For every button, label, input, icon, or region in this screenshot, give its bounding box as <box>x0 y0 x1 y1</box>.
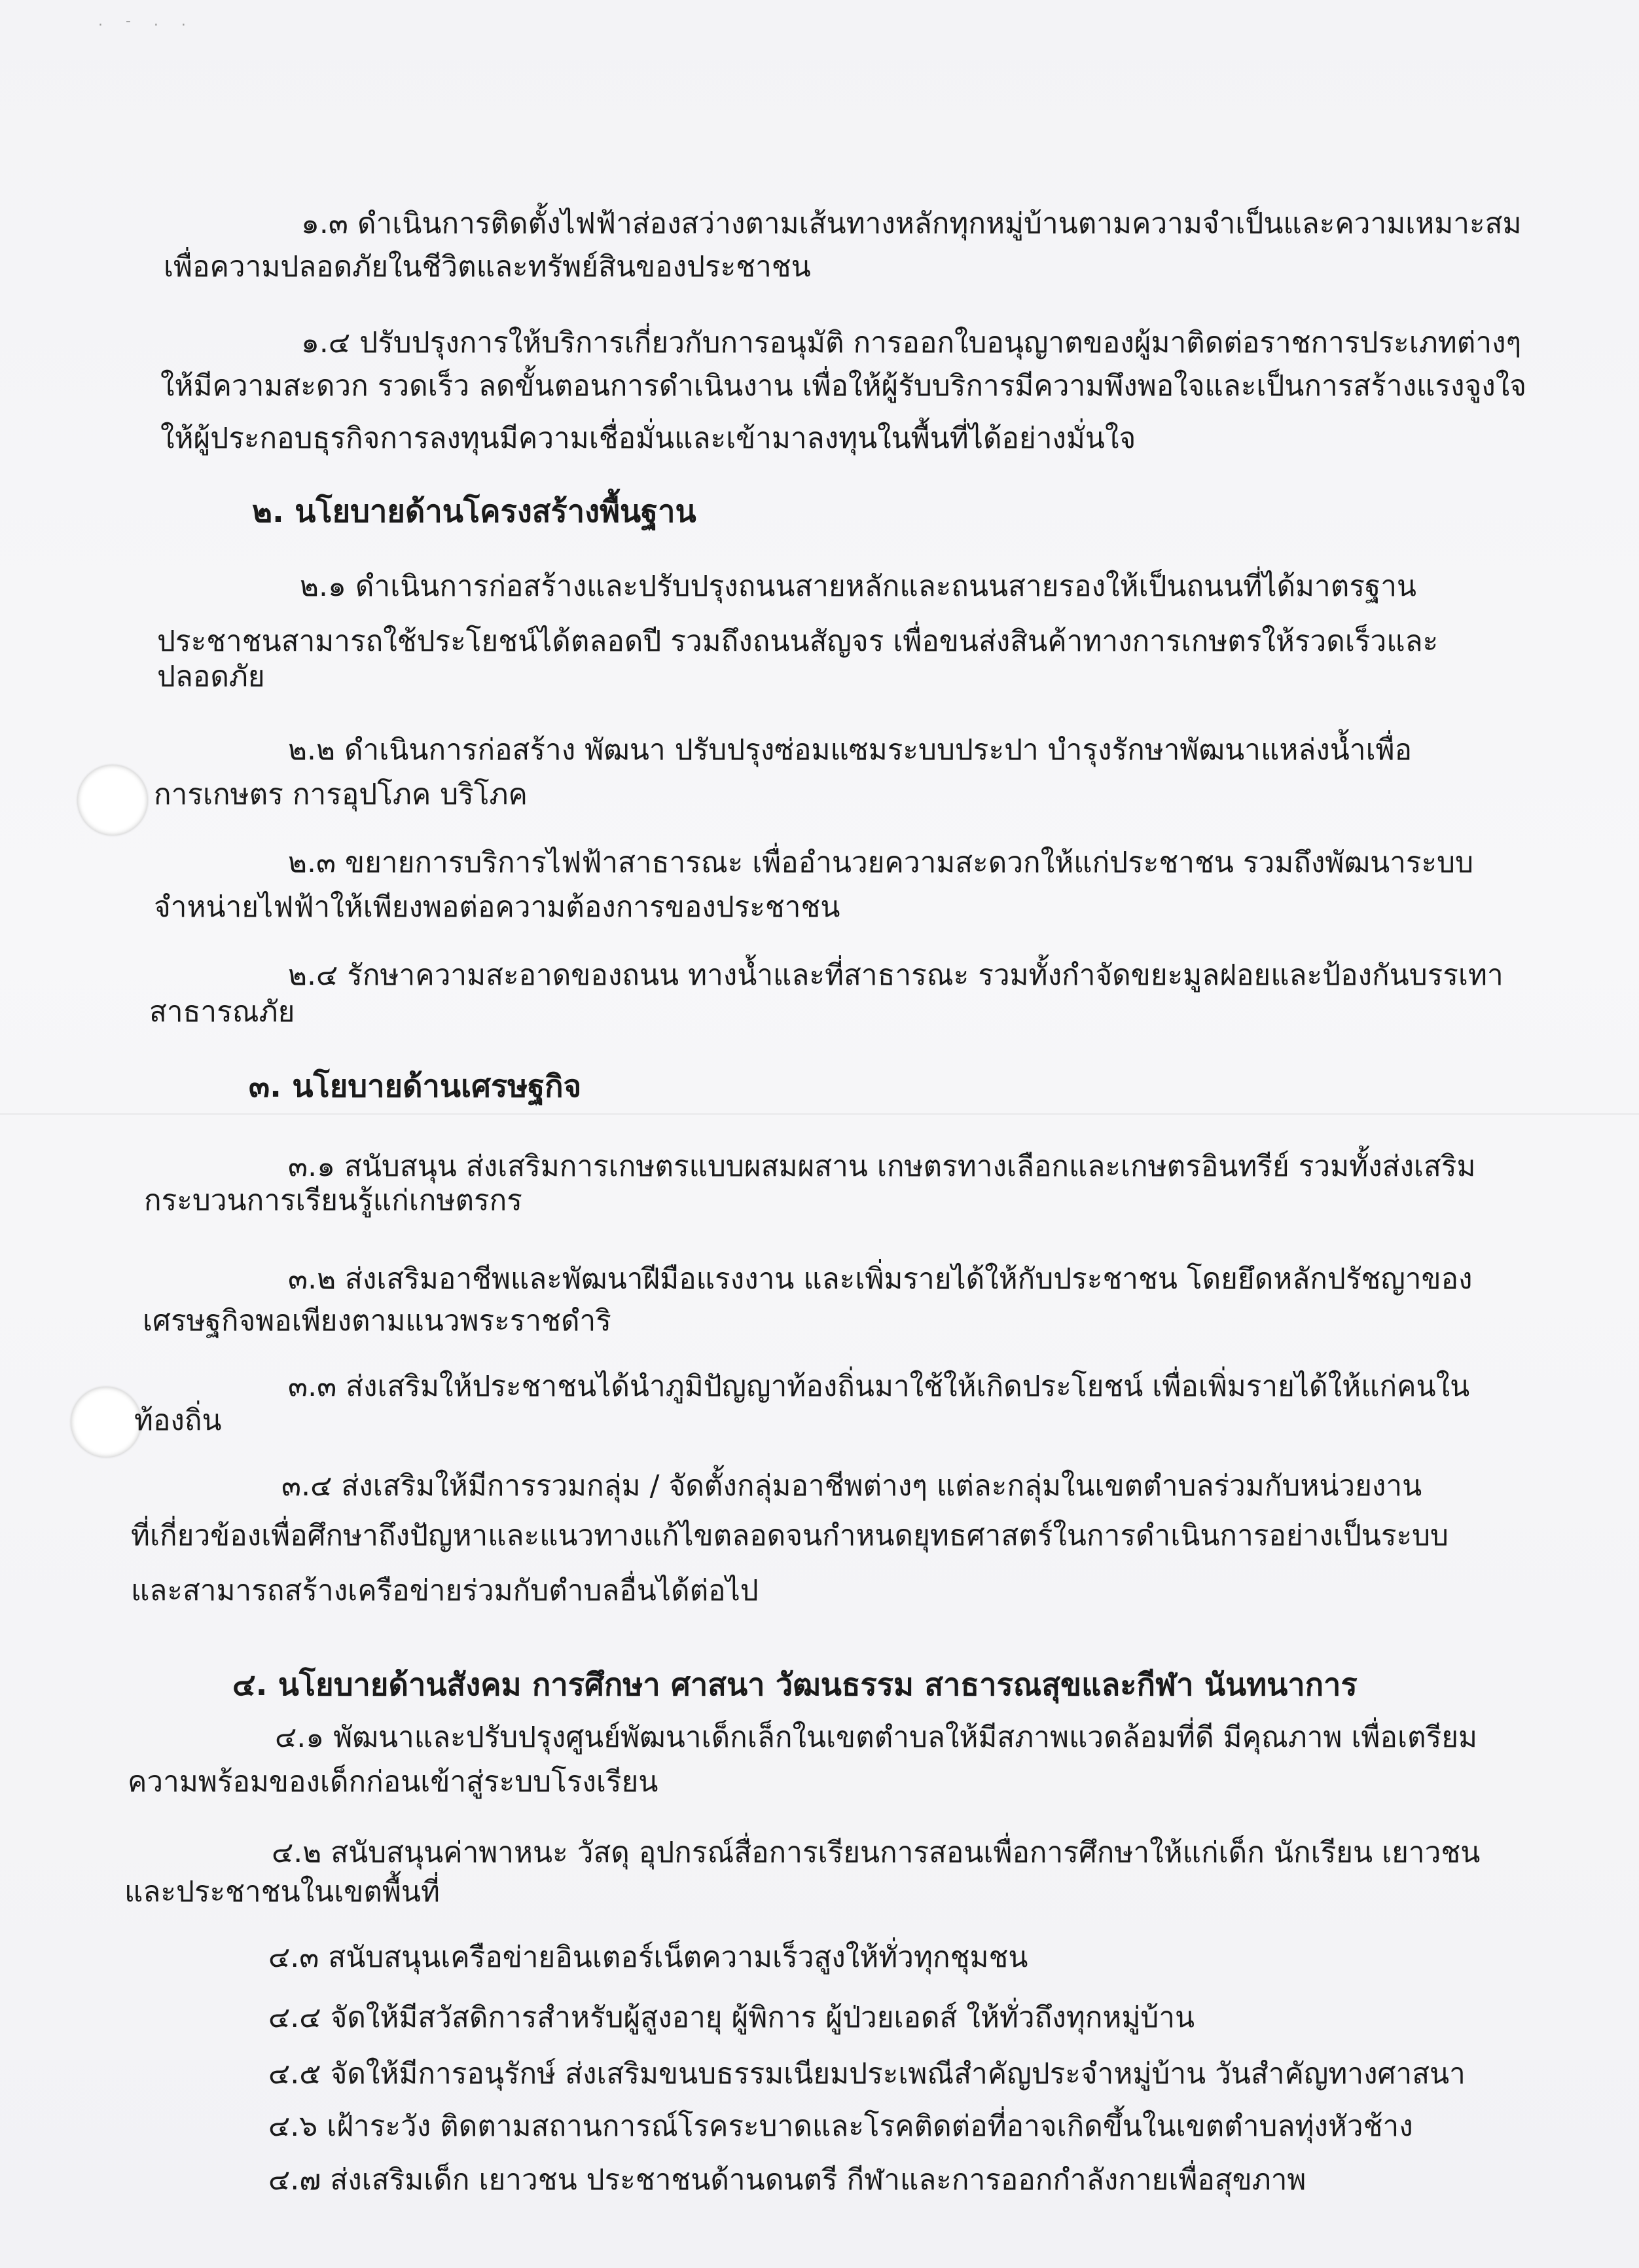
section-heading: ๔. นโยบายด้านสังคม การศึกษา ศาสนา วัฒนธรรม สาธารณสุขและกีฬา นันทนาการ <box>232 1667 1358 1703</box>
body-line: ๔.๒ สนับสนุนค่าพาหนะ วัสดุ อุปกรณ์สื่อการเรียนการสอนเพื่อการศึกษาให้แก่เด็ก นักเรียน เยาวชน <box>272 1836 1481 1869</box>
section-heading: ๓. นโยบายด้านเศรษฐกิจ <box>249 1069 582 1105</box>
body-line: การเกษตร การอุปโภค บริโภค <box>154 778 528 811</box>
body-line: ๒.๔ รักษาความสะอาดของถนน ทางน้ำและที่สาธารณะ รวมทั้งกำจัดขยะมูลฝอยและป้องกันบรรเทา <box>288 959 1504 992</box>
body-line: ๔.๖ เฝ้าระวัง ติดตามสถานการณ์โรคระบาดและโรคติดต่อที่อาจเกิดขึ้นในเขตตำบลทุ่งหัวช้าง <box>268 2110 1413 2143</box>
body-line: ๒.๓ ขยายการบริการไฟฟ้าสาธารณะ เพื่ออำนวยความสะดวกให้แก่ประชาชน รวมถึงพัฒนาระบบ <box>288 846 1474 879</box>
paper-fold <box>0 1113 1639 1115</box>
body-line: ๑.๔ ปรับปรุงการให้บริการเกี่ยวกับการอนุมัติ การออกใบอนุญาตของผู้มาติดต่อราชการประเภทต่างๆ <box>301 326 1522 359</box>
body-line: ๓.๒ ส่งเสริมอาชีพและพัฒนาฝีมือแรงงาน และเพิ่มรายได้ให้กับประชาชน โดยยึดหลักปรัชญาของ <box>288 1262 1473 1296</box>
body-line: ๓.๑ สนับสนุน ส่งเสริมการเกษตรแบบผสมผสาน เกษตรทางเลือกและเกษตรอินทรีย์ รวมทั้งส่งเสริม <box>288 1150 1476 1183</box>
body-line: ให้ผู้ประกอบธุรกิจการลงทุนมีความเชื่อมั่นและเข้ามาลงทุนในพื้นที่ได้อย่างมั่นใจ <box>160 422 1136 455</box>
body-line: ประชาชนสามารถใช้ประโยชน์ได้ตลอดปี รวมถึงถนนสัญจร เพื่อขนส่งสินค้าทางการเกษตรให้รวดเร็วและ <box>157 625 1439 658</box>
body-line: ปลอดภัย <box>157 660 265 693</box>
section-heading: ๒. นโยบายด้านโครงสร้างพื้นฐาน <box>252 494 696 530</box>
body-line: ท้องถิ่น <box>134 1404 222 1437</box>
body-line: และสามารถสร้างเครือข่ายร่วมกับตำบลอื่นได้ต่อไป <box>131 1574 759 1607</box>
body-line: เพื่อความปลอดภัยในชีวิตและทรัพย์สินของประชาชน <box>164 250 811 284</box>
body-line: ๔.๗ ส่งเสริมเด็ก เยาวชน ประชาชนด้านดนตรี กีฬาและการออกกำลังกายเพื่อสุขภาพ <box>268 2163 1306 2197</box>
body-line: ๓.๔ ส่งเสริมให้มีการรวมกลุ่ม / จัดตั้งกลุ่มอาชีพต่างๆ แต่ละกลุ่มในเขตตำบลร่วมกับหน่วยงาน <box>281 1469 1422 1503</box>
body-line: จำหน่ายไฟฟ้าให้เพียงพอต่อความต้องการของประชาชน <box>154 890 840 924</box>
body-line: ความพร้อมของเด็กก่อนเข้าสู่ระบบโรงเรียน <box>128 1765 658 1799</box>
scan-specks: . - . . <box>98 13 195 29</box>
body-line: และประชาชนในเขตพื้นที่ <box>124 1875 441 1909</box>
punch-hole <box>71 1387 141 1457</box>
punch-hole <box>77 765 148 835</box>
body-line: ๑.๓ ดำเนินการติดตั้งไฟฟ้าส่องสว่างตามเส้นทางหลักทุกหมู่บ้านตามความจำเป็นและความเหมาะสม <box>301 207 1522 240</box>
body-line: ๒.๒ ดำเนินการก่อสร้าง พัฒนา ปรับปรุงซ่อมแซมระบบประปา บำรุงรักษาพัฒนาแหล่งน้ำเพื่อ <box>288 733 1413 767</box>
body-line: ๔.๓ สนับสนุนเครือข่ายอินเตอร์เน็ตความเร็วสูงให้ทั่วทุกชุมชน <box>268 1941 1028 1974</box>
body-line: ๔.๔ จัดให้มีสวัสดิการสำหรับผู้สูงอายุ ผู้พิการ ผู้ป่วยเอดส์ ให้ทั่วถึงทุกหมู่บ้าน <box>268 2001 1195 2034</box>
body-line: เศรษฐกิจพอเพียงตามแนวพระราชดำริ <box>143 1304 611 1338</box>
body-line: กระบวนการเรียนรู้แก่เกษตรกร <box>144 1184 522 1217</box>
body-line: ๓.๓ ส่งเสริมให้ประชาชนได้นำภูมิปัญญาท้องถิ่นมาใช้ให้เกิดประโยชน์ เพื่อเพิ่มรายได้ให้แก่คนใน <box>288 1370 1470 1403</box>
body-line: ให้มีความสะดวก รวดเร็ว ลดขั้นตอนการดำเนินงาน เพื่อให้ผู้รับบริการมีความพึงพอใจและเป็นการสร้างแรงจูงใจ <box>160 369 1527 403</box>
body-line: ๒.๑ ดำเนินการก่อสร้างและปรับปรุงถนนสายหลักและถนนสายรองให้เป็นถนนที่ได้มาตรฐาน <box>300 570 1417 603</box>
body-line: สาธารณภัย <box>149 995 295 1029</box>
body-line: ๔.๑ พัฒนาและปรับปรุงศูนย์พัฒนาเด็กเล็กในเขตตำบลให้มีสภาพแวดล้อมที่ดี มีคุณภาพ เพื่อเตรียม <box>275 1721 1477 1754</box>
body-line: ๔.๕ จัดให้มีการอนุรักษ์ ส่งเสริมขนบธรรมเนียมประเพณีสำคัญประจำหมู่บ้าน วันสำคัญทางศาสนา <box>268 2057 1466 2091</box>
body-line: ที่เกี่ยวข้องเพื่อศึกษาถึงปัญหาและแนวทางแก้ไขตลอดจนกำหนดยุทธศาสตร์ในการดำเนินการอย่างเป็นระบบ <box>131 1519 1449 1552</box>
